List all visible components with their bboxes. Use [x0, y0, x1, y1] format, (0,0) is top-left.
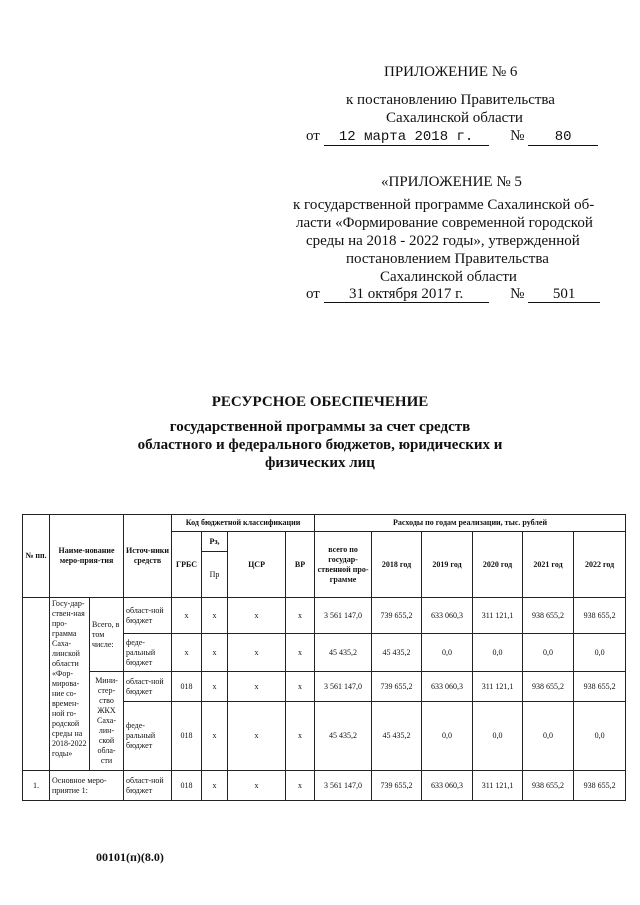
appendix6-number: 80	[528, 129, 598, 146]
header-kbk: Код бюджетной классификации	[172, 515, 315, 532]
rz-cell: х	[202, 771, 228, 801]
header-total: всего по государ-ственной про-грамме	[315, 532, 372, 598]
y2022-cell: 938 655,2	[574, 771, 626, 801]
appendix5-title: «ПРИЛОЖЕНИЕ № 5	[381, 174, 522, 190]
source-cell: област-ной бюджет	[124, 598, 172, 634]
y2020-cell: 311 121,1	[473, 598, 523, 634]
y2018-cell: 739 655,2	[372, 598, 422, 634]
csr-cell: х	[228, 598, 286, 634]
header-2020: 2020 год	[473, 532, 523, 598]
total-cell: 45 435,2	[315, 702, 372, 771]
total-cell: 45 435,2	[315, 634, 372, 672]
header-2022: 2022 год	[574, 532, 626, 598]
program-name: Госу-дар-ствен-ная про-грамма Саха-линской области «Фор-мирова-ние со-времен-ной го-родской среды на 2018-2022 годы»	[50, 598, 90, 771]
number-label: №	[510, 286, 525, 302]
grbs-cell: 018	[172, 771, 202, 801]
ministry-name: Мини-стер-ство ЖКХ Саха-лин-ской обла-сти	[90, 672, 124, 771]
table-row	[23, 598, 626, 634]
vr-cell: х	[286, 771, 315, 801]
y2021-cell: 0,0	[523, 634, 574, 672]
y2019-cell: 0,0	[422, 702, 473, 771]
vr-cell: х	[286, 672, 315, 702]
total-cell: 3 561 147,0	[315, 598, 372, 634]
from-label: от	[306, 128, 320, 144]
header-2019: 2019 год	[422, 532, 473, 598]
y2019-cell: 633 060,3	[422, 672, 473, 702]
total-cell: 3 561 147,0	[315, 771, 372, 801]
header-no: № пп.	[23, 515, 50, 598]
y2019-cell: 633 060,3	[422, 771, 473, 801]
source-cell: феде-ральный бюджет	[124, 702, 172, 771]
header-rz: Рз,	[202, 532, 228, 552]
rz-cell: х	[202, 634, 228, 672]
rz-cell: х	[202, 598, 228, 634]
vr-cell: х	[286, 634, 315, 672]
appendix5-line1: к государственной программе Сахалинской об-	[293, 197, 595, 213]
y2020-cell: 311 121,1	[473, 771, 523, 801]
y2018-cell: 739 655,2	[372, 771, 422, 801]
appendix5-date: 31 октября 2017 г.	[324, 286, 489, 303]
grbs-cell: х	[172, 598, 202, 634]
appendix6-line2: Сахалинской области	[386, 110, 523, 126]
number-label: №	[510, 128, 525, 144]
appendix5-number: 501	[528, 286, 600, 303]
header-2018: 2018 год	[372, 532, 422, 598]
y2022-cell: 938 655,2	[574, 672, 626, 702]
appendix5-line5: Сахалинской области	[380, 269, 517, 285]
appendix6-date: 12 марта 2018 г.	[324, 129, 489, 146]
header-source: Источ-ники средств	[124, 515, 172, 598]
total-cell: 3 561 147,0	[315, 672, 372, 702]
appendix6-date-line	[306, 126, 598, 146]
grbs-cell: х	[172, 634, 202, 672]
appendix5-line3: среды на 2018 - 2022 годы», утвержденной	[306, 233, 580, 249]
y2021-cell: 938 655,2	[523, 771, 574, 801]
row-no-empty	[23, 598, 50, 771]
doc-subtitle-3: физических лиц	[265, 455, 375, 471]
doc-subtitle-1: государственной программы за счет средств	[169, 419, 471, 435]
measure-name: Основное меро-приятие 1:	[50, 771, 124, 801]
csr-cell: х	[228, 634, 286, 672]
appendix6-line1: к постановлению Правительства	[346, 92, 555, 108]
doc-subtitle-2: областного и федерального бюджетов, юридических и	[137, 437, 503, 453]
y2020-cell: 0,0	[473, 702, 523, 771]
source-cell: феде-ральный бюджет	[124, 634, 172, 672]
y2021-cell: 938 655,2	[523, 598, 574, 634]
y2019-cell: 0,0	[422, 634, 473, 672]
resource-table	[22, 514, 626, 801]
y2018-cell: 739 655,2	[372, 672, 422, 702]
rz-cell: х	[202, 672, 228, 702]
grbs-cell: 018	[172, 672, 202, 702]
y2019-cell: 633 060,3	[422, 598, 473, 634]
header-grbs: ГРБС	[172, 532, 202, 598]
vr-cell: х	[286, 702, 315, 771]
header-expenses: Расходы по годам реализации, тыс. рублей	[315, 515, 626, 532]
all-including: Всего, в том числе:	[90, 598, 124, 672]
header-pr: Пр	[202, 552, 228, 598]
source-cell: област-ной бюджет	[124, 771, 172, 801]
rz-cell: х	[202, 702, 228, 771]
y2021-cell: 0,0	[523, 702, 574, 771]
y2022-cell: 0,0	[574, 634, 626, 672]
appendix5-line2: ласти «Формирование современной городской	[296, 215, 593, 231]
table-row	[23, 672, 626, 702]
csr-cell: х	[228, 672, 286, 702]
source-cell: област-ной бюджет	[124, 672, 172, 702]
document-code: 00101(п)(8.0)	[96, 850, 164, 864]
y2020-cell: 0,0	[473, 634, 523, 672]
y2018-cell: 45 435,2	[372, 634, 422, 672]
row-no: 1.	[23, 771, 50, 801]
y2018-cell: 45 435,2	[372, 702, 422, 771]
appendix6-title: ПРИЛОЖЕНИЕ № 6	[384, 64, 518, 80]
header-vr: ВР	[286, 532, 315, 598]
header-csr: ЦСР	[228, 532, 286, 598]
table-row	[23, 771, 626, 801]
y2022-cell: 0,0	[574, 702, 626, 771]
header-name: Наиме-нование меро-прия-тия	[50, 515, 124, 598]
grbs-cell: 018	[172, 702, 202, 771]
csr-cell: х	[228, 771, 286, 801]
header-2021: 2021 год	[523, 532, 574, 598]
from-label: от	[306, 286, 320, 302]
appendix5-line4: постановлением Правительства	[346, 251, 549, 267]
csr-cell: х	[228, 702, 286, 771]
y2020-cell: 311 121,1	[473, 672, 523, 702]
y2021-cell: 938 655,2	[523, 672, 574, 702]
appendix5-date-line	[306, 284, 600, 304]
doc-title: РЕСУРСНОЕ ОБЕСПЕЧЕНИЕ	[211, 394, 429, 410]
vr-cell: х	[286, 598, 315, 634]
y2022-cell: 938 655,2	[574, 598, 626, 634]
